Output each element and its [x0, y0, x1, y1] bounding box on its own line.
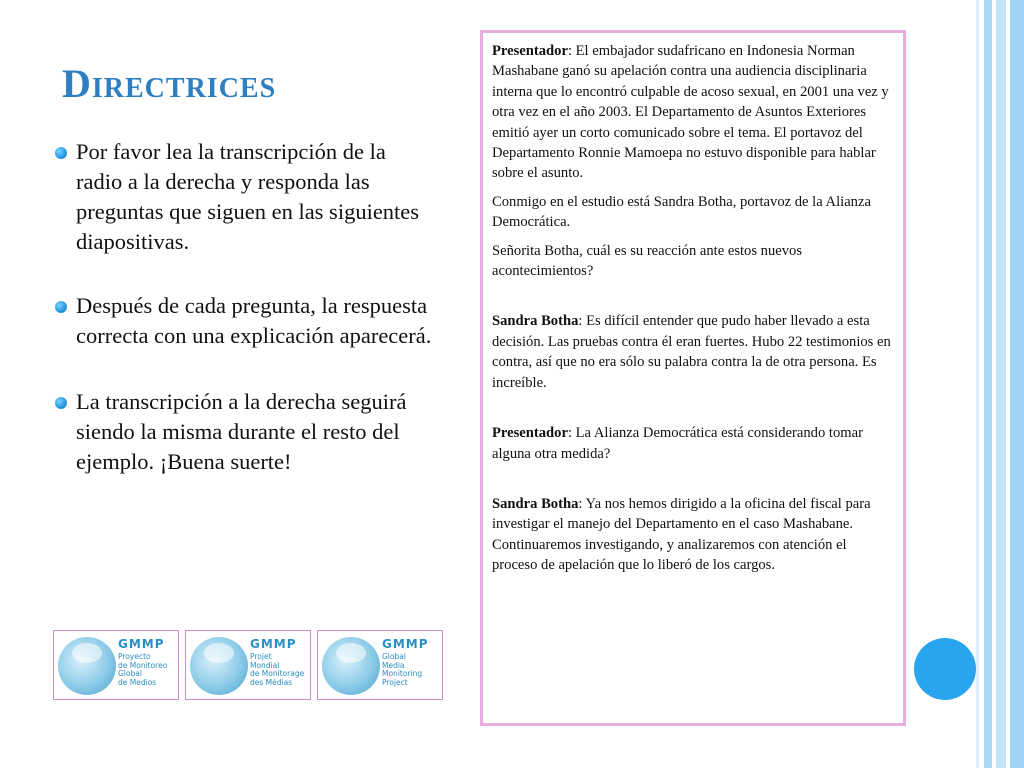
instruction-text: Por favor lea la transcripción de la radio a la derecha y responda las preguntas que siguen en las siguientes diapositivas. [76, 139, 420, 254]
transcript-paragraph [492, 311, 894, 393]
speaker-name: Presentador [492, 425, 568, 442]
slide-title: Directrices [62, 61, 277, 106]
instructions-list [55, 137, 435, 477]
bullet-dot-icon [55, 147, 67, 159]
transcript-paragraph [492, 41, 894, 184]
transcript-paragraph [492, 423, 894, 464]
instruction-bullet [55, 137, 435, 257]
logo-subtitle: Global Media Monitoring Project [382, 652, 423, 687]
speech-text: : La Alianza Democrática está considerando tomar alguna otra medida? [492, 425, 863, 462]
gmmp-logo-es [53, 630, 179, 700]
logo-brand: GMMP [382, 637, 429, 651]
speaker-name: Sandra Botha [492, 495, 579, 512]
logo-subtitle: Projet Mondial de Monitorage des Médias [250, 652, 305, 687]
instruction-bullet [55, 291, 435, 351]
instruction-text: Después de cada pregunta, la respuesta correcta con una explicación aparecerá. [76, 293, 432, 348]
speaker-name: Sandra Botha [492, 313, 579, 330]
instruction-bullet [55, 387, 435, 477]
speech-text: : El embajador sudafricano en Indonesia Norman Mashabane ganó su apelación contra una audiencia disciplinaria interna que lo encontró culpable de acoso sexual, en 2001 una vez y otra vez en el año 2003. El Departamento de Asuntos Exteriores emitió ayer un corto comunicado sobre el tema. El portavoz del Departamento Ronnie Mamoepa no estuvo disponible para hablar sobre el asunto. [492, 43, 889, 182]
speaker-name: Presentador [492, 43, 568, 59]
instruction-text: La transcripción a la derecha seguirá siendo la misma durante el resto del ejemplo. ¡Buena suerte! [76, 389, 407, 474]
globe-icon [322, 637, 380, 695]
gmmp-logo-fr [185, 630, 311, 700]
logo-subtitle: Proyecto de Monitoreo Global de Medios [118, 652, 168, 687]
globe-icon [190, 637, 248, 695]
transcript-paragraph [492, 494, 894, 576]
decorative-stripes [976, 0, 1024, 768]
gmmp-logo-en [317, 630, 443, 700]
logo-brand: GMMP [250, 637, 297, 651]
gmmp-logos [53, 630, 443, 700]
speech-text: : Ya nos hemos dirigido a la oficina del fiscal para investigar el manejo del Departamento en el caso Mashabane. Continuaremos investigando, y analizaremos con atención el proceso de apelación que lo liberó de los cargos. [492, 495, 871, 574]
transcript-paragraph: Conmigo en el estudio está Sandra Botha, portavoz de la Alianza Democrática. [492, 193, 871, 231]
radio-transcript [480, 30, 906, 726]
transcript-paragraph: Señorita Botha, cuál es su reacción ante estos nuevos acontecimientos? [492, 242, 803, 280]
bullet-dot-icon [55, 397, 67, 409]
globe-icon [58, 637, 116, 695]
logo-brand: GMMP [118, 637, 165, 651]
decorative-circle [914, 638, 976, 700]
bullet-dot-icon [55, 301, 67, 313]
speech-text: : Es difícil entender que pudo haber llevado a esta decisión. Las pruebas contra él eran fuertes. Hubo 22 testimonios en contra, así que no era sólo su palabra contra la de otra persona. Es increíble. [492, 313, 891, 391]
